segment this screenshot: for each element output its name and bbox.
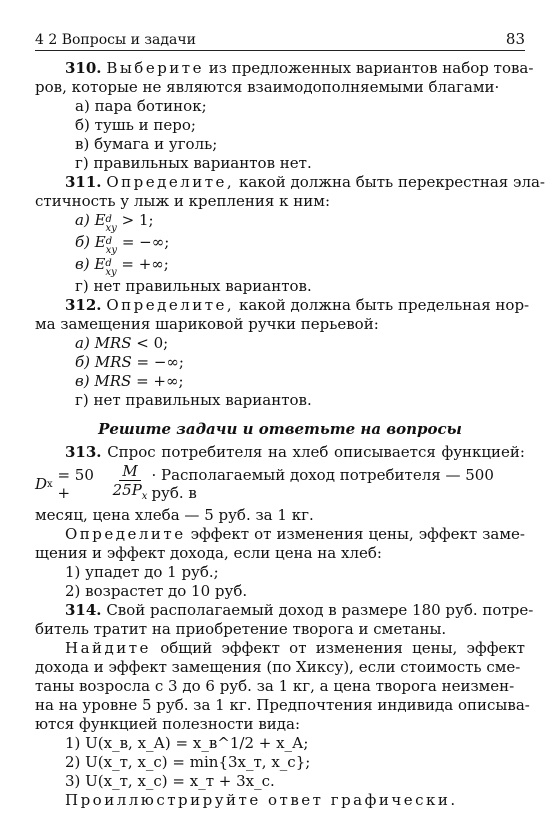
page-number: 83 [505, 30, 525, 48]
q312-line2: ма замещения шариковой ручки перьевой: [35, 315, 379, 333]
q312-option-c: в) MRS = +∞; [75, 372, 184, 390]
q311-option-b: б) Ed xy = −∞; [75, 233, 170, 256]
q312-option-d: г) нет правильных вариантов. [75, 391, 312, 409]
q311-line1: 311. Определите, какой должна быть перекрестная эла- [65, 173, 545, 191]
q313-item-2: 2) возрастет до 10 руб. [65, 582, 248, 600]
question-313 [35, 443, 525, 601]
q314-line6: на на уровне 5 руб. за 1 кг. Предпочтения индивида описыва- [35, 696, 530, 714]
q314-line4: дохода и эффект замещения (по Хиксу), если стоимость сме- [35, 658, 521, 676]
q314-final-instruction: Проиллюстрируйте ответ графически. [65, 791, 458, 809]
q313-line3: месяц, цена хлеба — 5 руб. за 1 кг. [35, 506, 314, 524]
question-312 [35, 296, 530, 410]
q314-utility-3: 3) U(x_т, x_с) = x_т + 3x_с. [65, 772, 275, 790]
q310-option-c: в) бумага и уголь; [75, 135, 218, 153]
q310-line1: 310. Выберите из предложенных вариантов набор това- [65, 59, 534, 77]
textbook-page [35, 28, 545, 810]
q311-line2: стичность у лыж и крепления к ним: [35, 192, 331, 210]
q314-line5: таны возросла с 3 до 6 руб. за 1 кг, а цена творога неизмен- [35, 677, 515, 695]
q312-option-b: б) MRS = −∞; [75, 353, 184, 371]
q314-line3: Найдите общий эффект от изменения цены, эффект [65, 639, 525, 657]
q314-utility-1: 1) U(x_в, x_А) = x_в^1/2 + x_А; [65, 734, 309, 752]
q310-option-d: г) правильных вариантов нет. [75, 154, 312, 172]
section-heading: Решите задачи и ответьте на вопросы [98, 420, 462, 438]
question-310 [35, 59, 534, 173]
q314-utility-2: 2) U(x_т, x_с) = min{3x_т, x_с}; [65, 753, 311, 771]
q311-option-c: в) Ed xy = +∞; [75, 255, 169, 278]
running-title: 4 2 Вопросы и задачи [35, 32, 196, 48]
question-314 [35, 601, 534, 810]
q313-item-1: 1) упадет до 1 руб.; [65, 563, 219, 581]
q313-line5: щения и эффект дохода, если цена на хлеб: [35, 544, 382, 562]
q311-option-a: а) Ed xy > 1; [75, 211, 154, 234]
question-311 [35, 173, 545, 296]
q310-line2: ров, которые не являются взаимодополняемыми благами· [35, 78, 500, 96]
q314-line1: 314. Свой располагаемый доход в размере 180 руб. потре- [65, 601, 534, 619]
page-header [35, 28, 525, 51]
q310-option-b: б) тушь и перо; [75, 116, 196, 134]
q310-option-a: а) пара ботинок; [75, 97, 207, 115]
q313-line1: 313. Спрос потребителя на хлеб описывается функцией: [65, 443, 525, 461]
q313-demand-formula: D x = 50 + $\frac{M}{25P_x}$ · Располагаемый доход потребителя — 500 руб. в [35, 462, 525, 506]
demand-fraction: $\frac{M}{25P_x}$ [112, 462, 148, 502]
q314-line7: ются функцией полезности вида: [35, 715, 300, 733]
q314-line2: битель тратит на приобретение творога и сметаны. [35, 620, 447, 638]
q312-line1: 312. Определите, какой должна быть предельная нор- [65, 296, 530, 314]
q313-line4: Определите эффект от изменения цены, эффект заме- [65, 525, 525, 543]
q311-option-d: г) нет правильных вариантов. [75, 277, 312, 295]
q312-option-a: а) MRS < 0; [75, 334, 169, 352]
